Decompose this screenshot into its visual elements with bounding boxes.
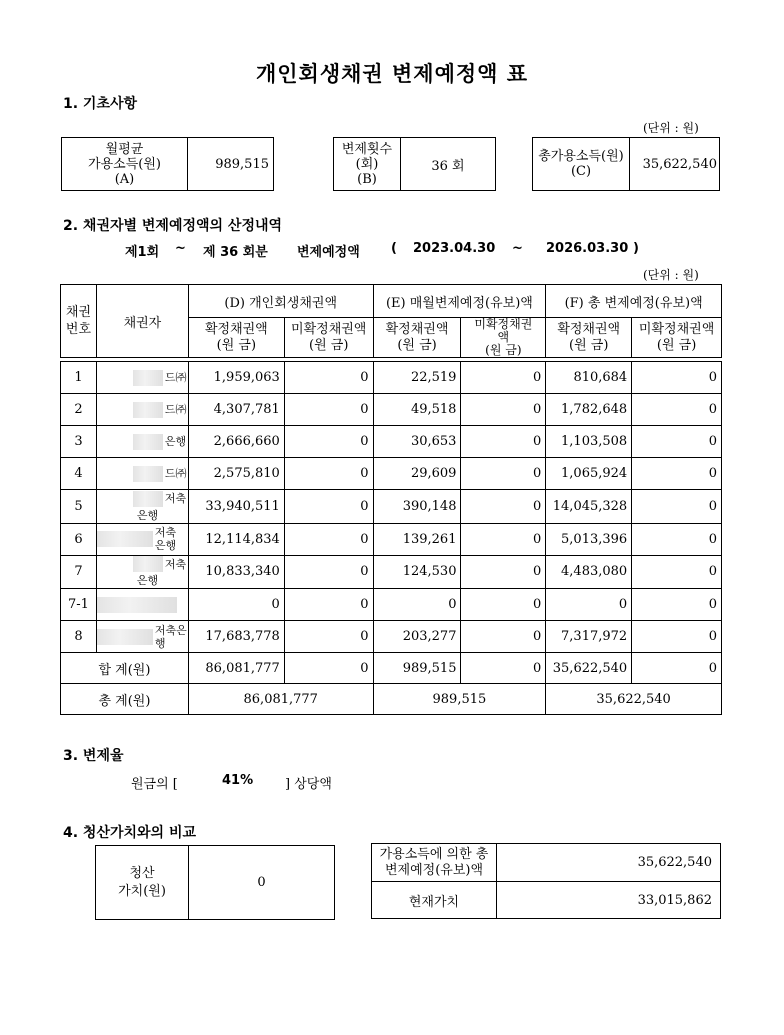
liquidation-label: 청산 가치(원) [96,846,189,920]
box-repay-count [333,137,496,191]
present-value-label: 현재가치 [372,882,497,919]
row-e-unconfirmed: 0 [461,458,546,490]
section2-heading: 2. 채권자별 변제예정액의 산정내역 [63,218,283,234]
redacted-name [133,370,163,386]
row-f-unconfirmed: 0 [632,458,722,490]
row-e-confirmed: 29,609 [373,458,461,490]
subtotal-e2: 0 [461,653,546,684]
row-f-confirmed: 0 [546,589,632,621]
subtotal-f1: 35,622,540 [546,653,632,684]
box-c-value: 35,622,540 [630,138,720,191]
row-d-unconfirmed: 0 [284,555,373,589]
rate-suffix: ] 상당액 [285,777,332,792]
row-e-unconfirmed: 0 [461,490,546,524]
row-number: 7 [61,555,97,589]
liquidation-box [95,845,335,920]
row-f-confirmed: 1,782,648 [546,394,632,426]
row-e-confirmed: 0 [373,589,461,621]
row-number: 3 [61,426,97,458]
header-d-unconfirmed: 미확정채권액 (원 금) [284,318,373,358]
row-e-confirmed: 22,519 [373,362,461,394]
total-e: 989,515 [373,684,546,715]
total-d: 86,081,777 [188,684,373,715]
section2-unit: (단위 : 원) [643,268,699,282]
header-e-confirmed: 확정채권액 (원 금) [373,318,461,358]
row-f-confirmed: 5,013,396 [546,523,632,555]
subtotal-f2: 0 [632,653,722,684]
row-creditor: 저축은행 [96,555,188,589]
row-number: 8 [61,621,97,653]
row-d-confirmed: 17,683,778 [188,621,284,653]
header-no: 채권 번호 [61,285,97,358]
row-creditor: 드㈜ [96,362,188,394]
total-row [61,684,722,715]
row-e-unconfirmed: 0 [461,555,546,589]
section1-heading: 1. 기초사항 [63,96,138,112]
row-d-confirmed: 1,959,063 [188,362,284,394]
box-monthly-income [61,137,274,191]
box-b-label: 변제횟수 (회) (B) [334,138,401,191]
row-number: 6 [61,523,97,555]
row-f-confirmed: 4,483,080 [546,555,632,589]
row-f-unconfirmed: 0 [632,394,722,426]
row-e-unconfirmed: 0 [461,362,546,394]
table-row [61,523,722,555]
row-d-confirmed: 0 [188,589,284,621]
row-f-unconfirmed: 0 [632,621,722,653]
row-number: 1 [61,362,97,394]
present-value-value: 33,015,862 [497,882,721,919]
box-total-income [532,137,720,191]
row-d-confirmed: 4,307,781 [188,394,284,426]
table-row [61,589,722,621]
row-d-unconfirmed: 0 [284,394,373,426]
table-row [61,490,722,524]
row-number: 5 [61,490,97,524]
row-e-unconfirmed: 0 [461,426,546,458]
total-f: 35,622,540 [546,684,722,715]
row-creditor [96,589,188,621]
row-f-confirmed: 810,684 [546,362,632,394]
section1-unit: (단위 : 원) [643,121,699,135]
header-d: (D) 개인회생채권액 [188,285,373,318]
table-row [61,458,722,490]
row-creditor: 저축은 행 [96,621,188,653]
row-d-confirmed: 12,114,834 [188,523,284,555]
page-title: 개인회생채권 변제예정액 표 [255,61,529,86]
table-row [61,394,722,426]
header-creditor: 채권자 [96,285,188,358]
header-f: (F) 총 변제예정(유보)액 [546,285,722,318]
header-f-unconfirmed: 미확정채권액 (원 금) [632,318,722,358]
row-number: 2 [61,394,97,426]
row-e-confirmed: 203,277 [373,621,461,653]
table-row [61,362,722,394]
row-d-confirmed: 2,575,810 [188,458,284,490]
row-d-confirmed: 2,666,660 [188,426,284,458]
row-d-unconfirmed: 0 [284,458,373,490]
header-f-confirmed: 확정채권액 (원 금) [546,318,632,358]
row-e-confirmed: 139,261 [373,523,461,555]
redacted-name [133,491,163,507]
box-a-label: 월평균 가용소득(원) (A) [62,138,188,191]
header-e: (E) 매월변제예정(유보)액 [373,285,546,318]
redacted-name [133,556,163,572]
row-f-confirmed: 1,065,924 [546,458,632,490]
row-e-unconfirmed: 0 [461,394,546,426]
header-d-confirmed: 확정채권액 (원 금) [188,318,284,358]
row-f-unconfirmed: 0 [632,490,722,524]
row-number: 7-1 [61,589,97,621]
redacted-name [97,531,153,547]
box-b-value: 36 회 [401,138,496,191]
redacted-name [133,434,163,450]
row-f-confirmed: 14,045,328 [546,490,632,524]
redacted-name [133,466,163,482]
rate-value: 41% [222,773,254,788]
period-line: 제1회 ~ 제 36 회분 변제예정액 ( 2023.04.30 ~ 2026.03.30 ) [125,241,639,260]
row-f-unconfirmed: 0 [632,523,722,555]
row-d-confirmed: 33,940,511 [188,490,284,524]
row-creditor: 은행 [96,426,188,458]
redacted-name [133,402,163,418]
row-f-confirmed: 1,103,508 [546,426,632,458]
row-creditor: 저축은행 [96,490,188,524]
table-row [61,555,722,589]
row-f-unconfirmed: 0 [632,362,722,394]
rate-prefix: 원금의 [ [131,777,178,792]
row-f-unconfirmed: 0 [632,426,722,458]
liquidation-value: 0 [189,846,335,920]
subtotal-d1: 86,081,777 [188,653,284,684]
subtotal-label: 합 계(원) [61,653,189,684]
row-e-unconfirmed: 0 [461,621,546,653]
row-d-unconfirmed: 0 [284,426,373,458]
redacted-name [97,629,153,645]
section3-heading: 3. 변제율 [63,748,124,764]
row-e-unconfirmed: 0 [461,589,546,621]
row-d-unconfirmed: 0 [284,490,373,524]
box-c-label: 총가용소득(원) (C) [533,138,630,191]
total-repay-value: 35,622,540 [497,844,721,882]
comparison-box [371,843,721,919]
subtotal-row [61,653,722,684]
row-d-unconfirmed: 0 [284,362,373,394]
row-e-unconfirmed: 0 [461,523,546,555]
row-f-confirmed: 7,317,972 [546,621,632,653]
section4-heading: 4. 청산가치와의 비교 [63,825,196,841]
row-d-unconfirmed: 0 [284,589,373,621]
row-e-confirmed: 49,518 [373,394,461,426]
redacted-name [97,597,177,613]
subtotal-e1: 989,515 [373,653,461,684]
table-row [61,621,722,653]
total-repay-label: 가용소득에 의한 총 변제예정(유보)액 [372,844,497,882]
box-a-value: 989,515 [188,138,274,191]
table-row [61,426,722,458]
row-creditor: 저축 은행 [96,523,188,555]
row-d-unconfirmed: 0 [284,523,373,555]
row-creditor: 드㈜ [96,458,188,490]
total-label: 총 계(원) [61,684,189,715]
row-e-confirmed: 124,530 [373,555,461,589]
row-d-confirmed: 10,833,340 [188,555,284,589]
row-creditor: 드㈜ [96,394,188,426]
subtotal-d2: 0 [284,653,373,684]
header-e-unconfirmed: 미확정채권 액 (원 금) [461,318,546,358]
row-f-unconfirmed: 0 [632,589,722,621]
row-d-unconfirmed: 0 [284,621,373,653]
row-e-confirmed: 390,148 [373,490,461,524]
row-number: 4 [61,458,97,490]
row-f-unconfirmed: 0 [632,555,722,589]
repayment-table [60,284,722,715]
row-e-confirmed: 30,653 [373,426,461,458]
